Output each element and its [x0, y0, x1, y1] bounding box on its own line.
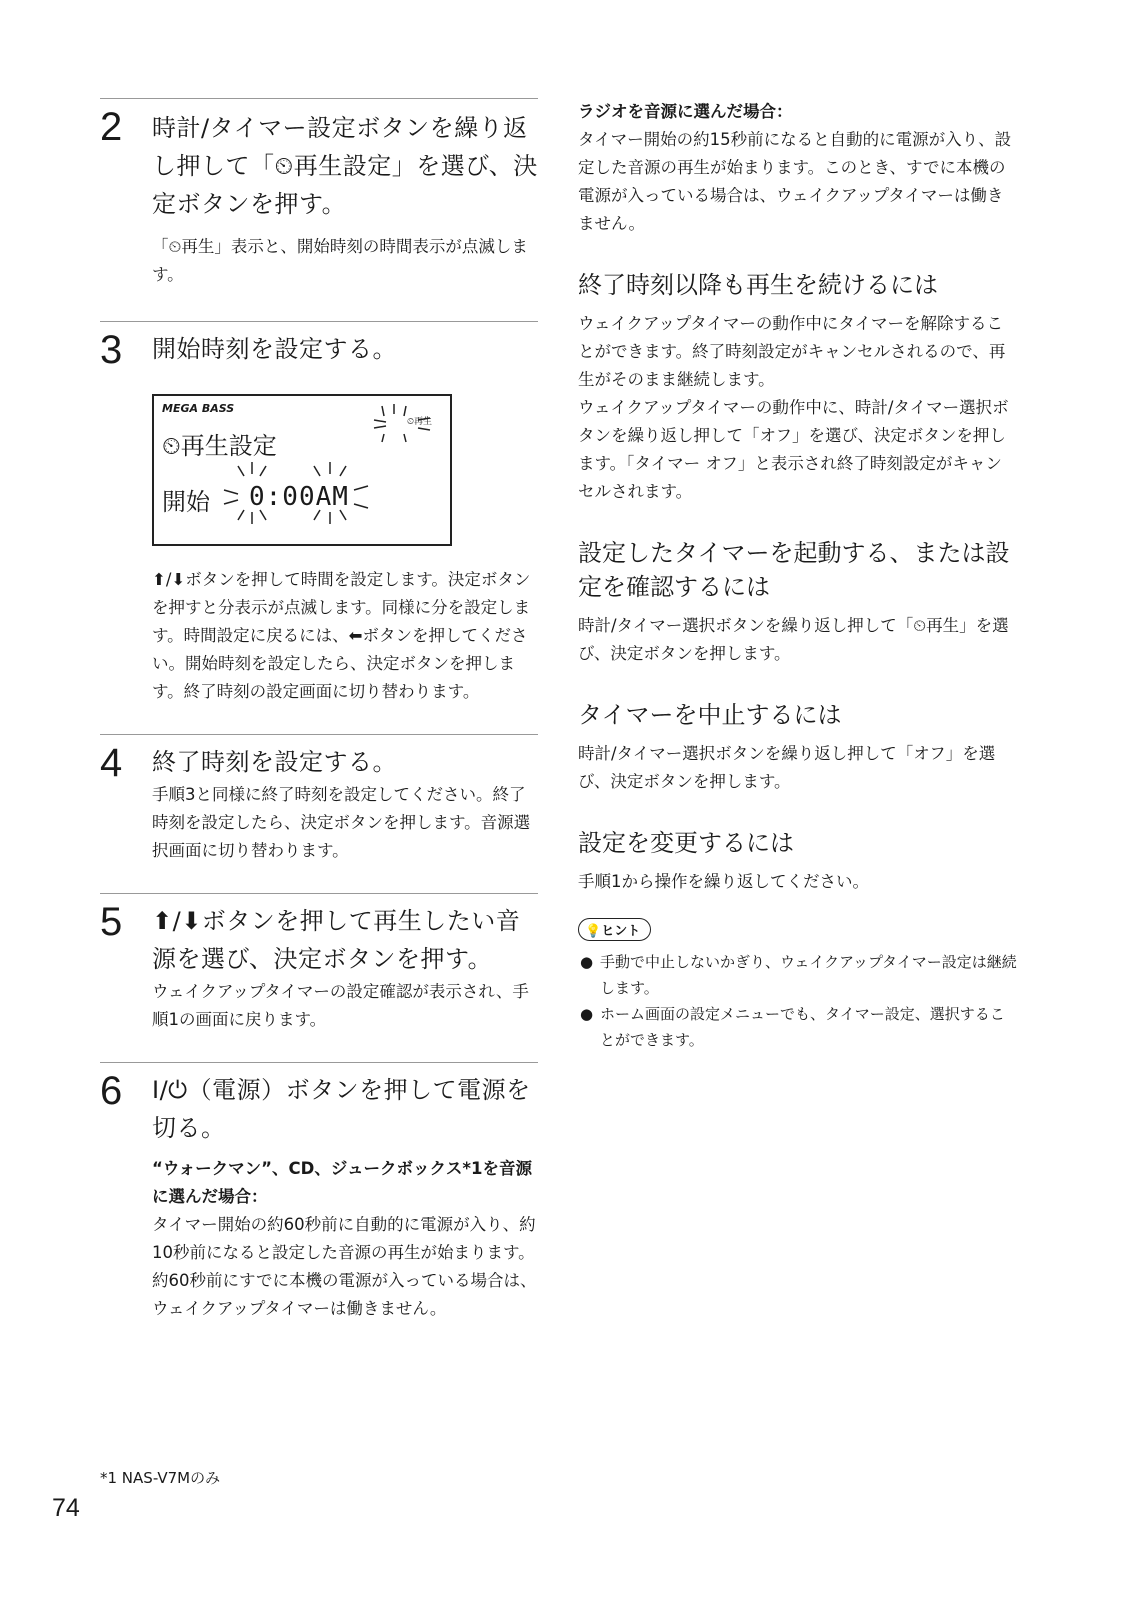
- step-title: 開始時刻を設定する。: [152, 335, 397, 363]
- list-item: ● 手動で中止しないかぎり、ウェイクアップタイマー設定は継続します。: [578, 949, 1018, 1001]
- step-subheading: “ウォークマン”、CD、ジュークボックス*1を音源に選んだ場合：: [152, 1159, 532, 1206]
- step-4: [100, 734, 538, 865]
- bullet-icon: ●: [580, 1005, 594, 1023]
- lightbulb-icon: 💡: [585, 924, 602, 939]
- step-body: 「⏲再生」表示と、開始時刻の時間表示が点滅します。: [152, 237, 528, 284]
- section-body: ウェイクアップタイマーの動作中に、時計/タイマー選択ボタンを繰り返し押して「オフ」を選び、決定ボタンを押します。「タイマー オフ」と表示され終了時刻設定がキャンセルされます。: [578, 398, 1009, 501]
- step-body: ⬆/⬇ボタンを押して時間を設定します。決定ボタンを押すと分表示が点滅します。同様に分を設定します。時間設定に戻るには、⬅ボタンを押してください。開始時刻を設定したら、決定ボタンを押します。終了時刻の設定画面に切り替わります。: [152, 570, 531, 701]
- section-title: タイマーを中止するには: [578, 701, 842, 729]
- section-title: 設定したタイマーを起動する、または設定を確認するには: [578, 539, 1010, 601]
- hint-badge: [578, 918, 651, 941]
- left-column: [100, 98, 538, 1323]
- display-time: 0:00AM: [249, 482, 349, 512]
- section-body: 時計/タイマー選択ボタンを繰り返し押して「オフ」を選び、決定ボタンを押します。: [578, 744, 996, 791]
- footnote: *1 NAS-V7Mのみ: [100, 1469, 221, 1487]
- section-change-settings: [578, 826, 1018, 896]
- section-title: 設定を変更するには: [578, 829, 794, 857]
- section-title: 終了時刻以降も再生を続けるには: [578, 271, 938, 299]
- section-start-timer: [578, 536, 1018, 668]
- right-column: [578, 98, 1018, 1053]
- brand-logo: MEGA BASS: [162, 402, 235, 415]
- display-indicator: ⏲再生: [406, 417, 432, 427]
- step-title: 時計/タイマー設定ボタンを繰り返し押して「⏲再生設定」を選び、決定ボタンを押す。: [152, 114, 538, 218]
- step-3: [100, 321, 538, 706]
- step-number: 6: [100, 1069, 123, 1113]
- step-title: I/⏻（電源）ボタンを押して電源を切る。: [152, 1076, 531, 1142]
- page-number: 74: [52, 1494, 80, 1522]
- hint-label: ヒント: [601, 924, 641, 939]
- hint-list: [578, 949, 1018, 1053]
- display-label: 開始: [162, 488, 210, 516]
- step-2: [100, 98, 538, 309]
- step-title: 終了時刻を設定する。: [152, 748, 397, 776]
- display-illustration: [152, 394, 452, 546]
- step-number: 2: [100, 105, 123, 149]
- step-number: 3: [100, 328, 123, 372]
- section-body: 手順1から操作を繰り返してください。: [578, 872, 869, 891]
- step-number: 5: [100, 900, 123, 944]
- step-body: 手順3と同様に終了時刻を設定してください。終了時刻を設定したら、決定ボタンを押します。音源選択画面に切り替わります。: [152, 785, 531, 860]
- bullet-icon: ●: [580, 953, 594, 971]
- display-line: ⏲再生設定: [162, 432, 277, 460]
- radio-body: タイマー開始の約15秒前になると自動的に電源が入り、設定した音源の再生が始まります。このとき、すでに本機の電源が入っている場合は、ウェイクアップタイマーは働きません。: [578, 130, 1012, 233]
- step-body: タイマー開始の約60秒前に自動的に電源が入り、約10秒前になると設定した音源の再生が始まります。約60秒前にすでに本機の電源が入っている場合は、ウェイクアップタイマーは働きません。: [152, 1215, 537, 1318]
- section-body: ウェイクアップタイマーの動作中にタイマーを解除することができます。終了時刻設定がキャンセルされるので、再生がそのまま継続します。: [578, 314, 1006, 389]
- step-body: ウェイクアップタイマーの設定確認が表示され、手順1の画面に戻ります。: [152, 982, 529, 1029]
- step-title: ⬆/⬇ボタンを押して再生したい音源を選び、決定ボタンを押す。: [152, 907, 521, 973]
- section-continue-playback: [578, 268, 1018, 506]
- section-body: 時計/タイマー選択ボタンを繰り返し押して「⏲再生」を選び、決定ボタンを押します。: [578, 616, 1009, 663]
- step-6: [100, 1062, 538, 1323]
- section-cancel-timer: [578, 698, 1018, 796]
- list-item: ● ホーム画面の設定メニューでも、タイマー設定、選択することができます。: [578, 1001, 1018, 1053]
- step-5: [100, 893, 538, 1034]
- radio-subheading: ラジオを音源に選んだ場合：: [578, 102, 793, 121]
- step-number: 4: [100, 741, 123, 785]
